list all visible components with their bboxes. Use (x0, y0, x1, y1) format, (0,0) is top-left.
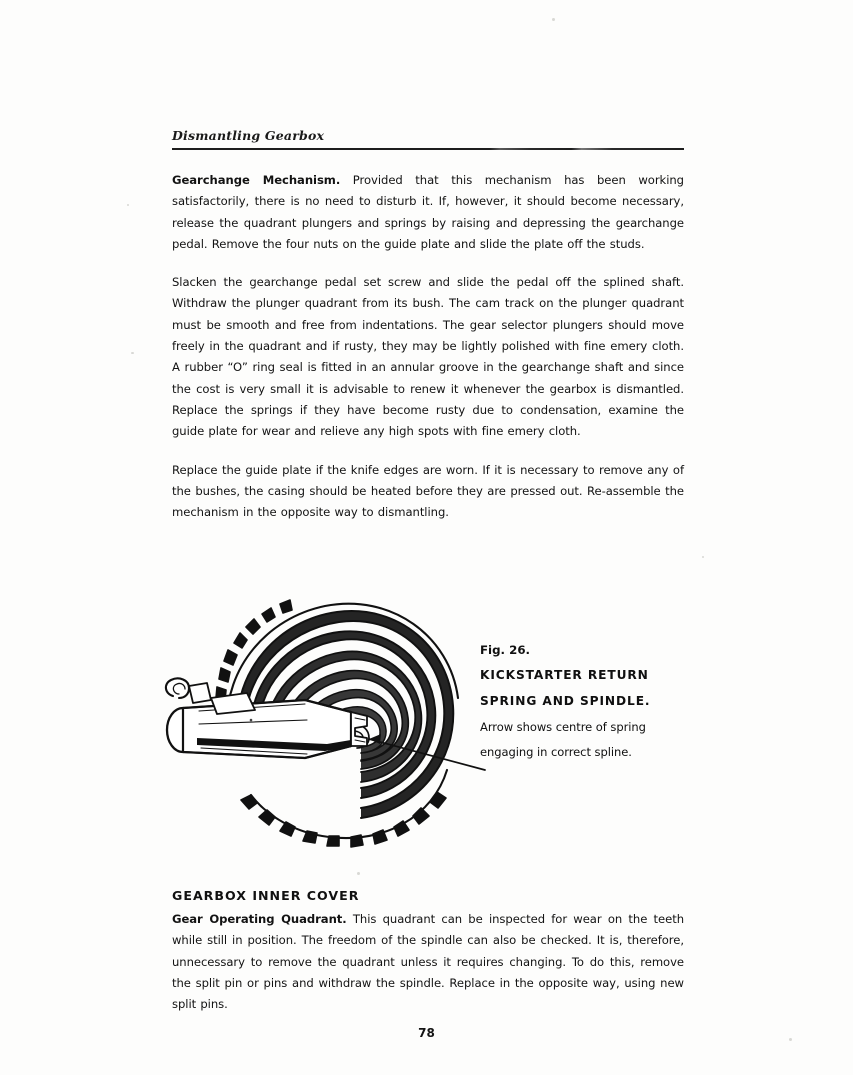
scan-speck (127, 204, 129, 206)
page-content (172, 128, 684, 523)
paragraph-lead-label: Gearchange Mechanism. (172, 173, 341, 187)
figure-number: Fig. 26. (480, 643, 531, 657)
figure-caption (480, 638, 715, 764)
header-rule (172, 148, 684, 150)
section-heading: GEARBOX INNER COVER (172, 888, 360, 903)
figure-note-line-2: engaging in correct spline. (480, 745, 632, 759)
paragraph-text: Provided that this mechanism has been working satisfactorily, there is no need to disturb it. If, however, it should become necessary, release the quadrant plungers and springs by raising and depressing the gearchange pedal. Remove the four nuts on the guide plate and slide the plate off the studs. (172, 173, 684, 251)
running-head: Dismantling Gearbox (172, 128, 325, 143)
paragraph-slacken-pedal: Slacken the gearchange pedal set screw and slide the pedal off the splined shaft. Withdraw the plunger quadrant from its bush. The cam track on the plunger quadrant must be smooth and free from indentations. The gear selector plungers should move freely in the quadrant and if rusty, they may be lightly polished with fine emery cloth. A rubber “O” ring seal is fitted in an annular groove in the gearchange shaft and since the cost is very small it is advisable to renew it whenever the gearbox is dismantled. Replace the springs if they have become rusty due to condensation, examine the guide plate for wear and relieve any high spots with fine emery cloth. (172, 275, 684, 439)
kickstarter-return-spring-and-spindle-drawing (155, 548, 495, 878)
figure-26 (155, 548, 715, 878)
figure-note-line-1: Arrow shows centre of spring (480, 720, 646, 734)
paragraph-text: This quadrant can be inspected for wear on the teeth while still in position. The freedom of the spindle can also be checked. It is, therefore, unnecessary to remove the quadrant unless it requires changing. To do this, remove the split pin or pins and withdraw the spindle. Replace in the opposite way, using new split pins. (172, 912, 684, 1012)
paragraph-gear-operating-quadrant (172, 909, 684, 1015)
paragraph-lead-label: Gear Operating Quadrant. (172, 912, 347, 926)
gearbox-inner-cover-section (172, 888, 684, 1015)
paragraph-gearchange-mechanism (172, 170, 684, 255)
page-number: 78 (418, 1026, 435, 1040)
figure-title-line-1: KICKSTARTER RETURN (480, 668, 649, 682)
scan-speck (131, 352, 134, 354)
figure-title-line-2: SPRING AND SPINDLE. (480, 693, 651, 708)
scan-speck (552, 18, 555, 21)
paragraph-replace-guide-plate: Replace the guide plate if the knife edges are worn. If it is necessary to remove any of the bushes, the casing should be heated before they are pressed out. Re-assemble the mechanism in the opposite way to dismantling. (172, 462, 684, 520)
